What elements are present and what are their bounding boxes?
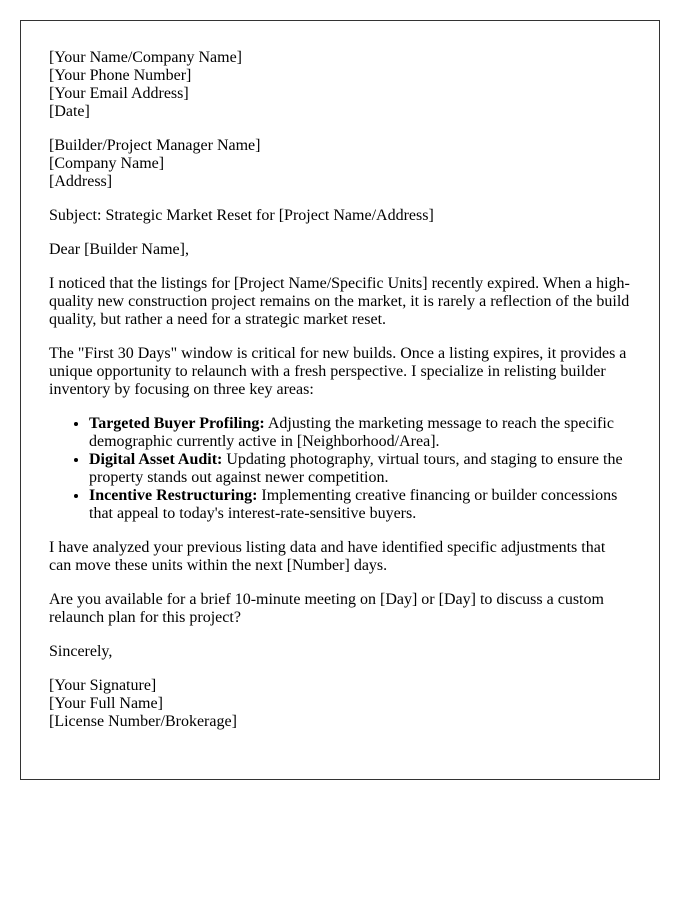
list-item [89,451,631,487]
sender-block [49,49,631,121]
list-item-title: Digital Asset Audit: [89,451,223,468]
sender-phone: [Your Phone Number] [49,67,192,84]
recipient-name: [Builder/Project Manager Name] [49,137,261,154]
letter-page [20,20,660,780]
letter-date: [Date] [49,103,90,120]
recipient-company: [Company Name] [49,155,165,172]
full-name: [Your Full Name] [49,695,163,712]
valediction: Sincerely, [49,643,113,660]
strategy-paragraph: The "First 30 Days" window is critical for new builds. Once a listing expires, it provides a unique opportunity to relaunch with a fresh perspective. I specialize in relisting builder inventory by focusing on three key areas: [49,345,627,398]
list-item [89,415,631,451]
list-item [89,487,631,523]
signature: [Your Signature] [49,677,157,694]
sender-name: [Your Name/Company Name] [49,49,243,66]
salutation: Dear [Builder Name], [49,241,189,258]
key-areas-list [49,415,631,523]
list-item-text: Implementing creative financing or builder concessions that appeal to today's interest-rate-sensitive buyers. [89,487,618,522]
analysis-paragraph: I have analyzed your previous listing data and have identified specific adjustments that can move these units within the next [Number] days. [49,539,606,574]
recipient-block [49,137,631,191]
license-brokerage: [License Number/Brokerage] [49,713,237,730]
subject-line: Subject: Strategic Market Reset for [Project Name/Address] [49,207,434,224]
intro-paragraph: I noticed that the listings for [Project Name/Specific Units] recently expired. When a high-quality new construction project remains on the market, it is rarely a reflection of the build quality, but rather a need for a strategic market reset. [49,275,630,328]
sender-email: [Your Email Address] [49,85,189,102]
list-item-text: Adjusting the marketing message to reach the specific demographic currently active in [Neighborhood/Area]. [89,415,614,450]
list-item-title: Incentive Restructuring: [89,487,258,504]
signature-block [49,677,631,731]
list-item-title: Targeted Buyer Profiling: [89,415,265,432]
list-item-text: Updating photography, virtual tours, and staging to ensure the property stands out against newer competition. [89,451,623,486]
recipient-address: [Address] [49,173,113,190]
meeting-request-paragraph: Are you available for a brief 10-minute meeting on [Day] or [Day] to discuss a custom relaunch plan for this project? [49,591,604,626]
